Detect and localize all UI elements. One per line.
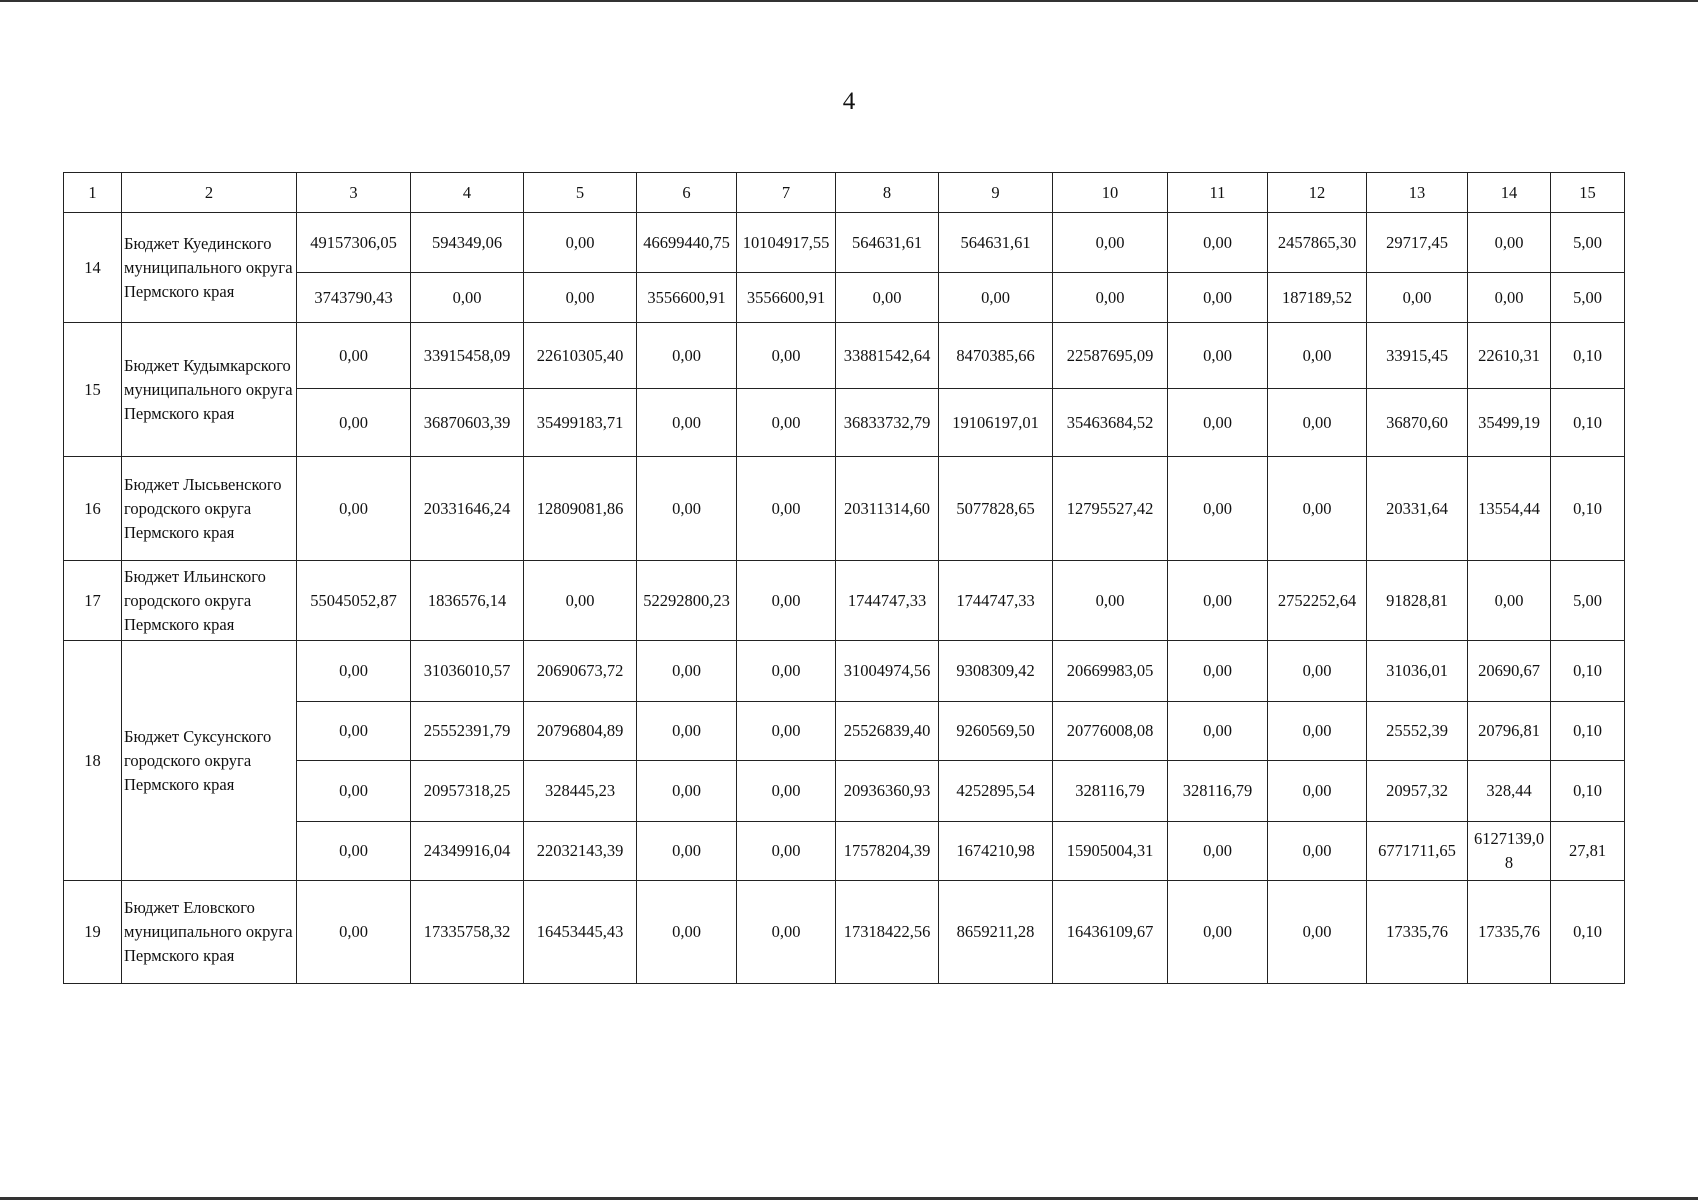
- table-cell-col-5: 0,00: [524, 561, 637, 641]
- table-cell-col-7: 3556600,91: [737, 273, 836, 323]
- table-cell-col-12: 0,00: [1268, 457, 1367, 561]
- table-cell-col-10: 20776008,08: [1053, 702, 1168, 761]
- table-cell-col-11: 0,00: [1168, 641, 1268, 702]
- table-cell-col-14: 328,44: [1468, 761, 1551, 822]
- table-cell-col-10: 0,00: [1053, 561, 1168, 641]
- table-row: [64, 702, 1625, 761]
- table-cell-col-12: 0,00: [1268, 822, 1367, 881]
- table-cell-col-4: 17335758,32: [411, 881, 524, 984]
- table-cell-col-11: 0,00: [1168, 213, 1268, 273]
- table-cell-col-13: 25552,39: [1367, 702, 1468, 761]
- table-cell-col-5: 0,00: [524, 273, 637, 323]
- table-cell-col-13: 31036,01: [1367, 641, 1468, 702]
- table-cell-col-12: 0,00: [1268, 761, 1367, 822]
- table-cell-col-6: 0,00: [637, 761, 737, 822]
- table-cell-col-7: 0,00: [737, 881, 836, 984]
- table-cell-col-13: 91828,81: [1367, 561, 1468, 641]
- table-cell-col-4: 594349,06: [411, 213, 524, 273]
- table-cell-col-8: 1744747,33: [836, 561, 939, 641]
- table-cell-col-5: 16453445,43: [524, 881, 637, 984]
- table-cell-col-12: 0,00: [1268, 881, 1367, 984]
- table-cell-col-14: 6127139,08: [1468, 822, 1551, 881]
- column-header-1: 1: [64, 173, 122, 213]
- table-cell-col-7: 0,00: [737, 702, 836, 761]
- table-cell-col-5: 20690673,72: [524, 641, 637, 702]
- table-cell-col-9: 4252895,54: [939, 761, 1053, 822]
- page-number: 4: [842, 88, 856, 115]
- table-cell-col-9: 8470385,66: [939, 323, 1053, 389]
- table-cell-col-4: 36870603,39: [411, 389, 524, 457]
- table-cell-col-6: 0,00: [637, 389, 737, 457]
- table-cell-col-5: 22610305,40: [524, 323, 637, 389]
- table-cell-col-7: 0,00: [737, 761, 836, 822]
- table-cell-col-3: 0,00: [297, 702, 411, 761]
- column-header-5: 5: [524, 173, 637, 213]
- table-cell-col-6: 0,00: [637, 641, 737, 702]
- table-cell-col-9: 1674210,98: [939, 822, 1053, 881]
- table-cell-col-7: 0,00: [737, 457, 836, 561]
- row-number: 14: [64, 213, 122, 323]
- row-number: 19: [64, 881, 122, 984]
- table-cell-col-3: 0,00: [297, 881, 411, 984]
- table-cell-col-11: 0,00: [1168, 389, 1268, 457]
- table-cell-col-6: 0,00: [637, 881, 737, 984]
- table-cell-col-3: 0,00: [297, 323, 411, 389]
- table-cell-col-15: 0,10: [1551, 881, 1625, 984]
- table-cell-col-4: 31036010,57: [411, 641, 524, 702]
- table-cell-col-4: 24349916,04: [411, 822, 524, 881]
- column-header-11: 11: [1168, 173, 1268, 213]
- table-row: [64, 389, 1625, 457]
- table-cell-col-11: 328116,79: [1168, 761, 1268, 822]
- column-header-15: 15: [1551, 173, 1625, 213]
- table-cell-col-6: 46699440,75: [637, 213, 737, 273]
- column-header-13: 13: [1367, 173, 1468, 213]
- table-cell-col-15: 0,10: [1551, 323, 1625, 389]
- table-row: [64, 641, 1625, 702]
- table-cell-col-3: 49157306,05: [297, 213, 411, 273]
- table-body: [64, 173, 1625, 984]
- table-cell-col-9: 0,00: [939, 273, 1053, 323]
- table-cell-col-8: 20936360,93: [836, 761, 939, 822]
- column-header-12: 12: [1268, 173, 1367, 213]
- table-cell-col-3: 0,00: [297, 761, 411, 822]
- table-cell-col-4: 33915458,09: [411, 323, 524, 389]
- table-cell-col-6: 0,00: [637, 702, 737, 761]
- table-cell-col-8: 25526839,40: [836, 702, 939, 761]
- table-cell-col-9: 9260569,50: [939, 702, 1053, 761]
- table-row: [64, 273, 1625, 323]
- table-cell-col-6: 0,00: [637, 822, 737, 881]
- table-cell-col-4: 1836576,14: [411, 561, 524, 641]
- table-cell-col-12: 2752252,64: [1268, 561, 1367, 641]
- table-cell-col-9: 9308309,42: [939, 641, 1053, 702]
- table-cell-col-3: 0,00: [297, 822, 411, 881]
- table-cell-col-6: 52292800,23: [637, 561, 737, 641]
- table-cell-col-13: 17335,76: [1367, 881, 1468, 984]
- table-cell-col-5: 22032143,39: [524, 822, 637, 881]
- budget-name: Бюджет Суксунского городского округа Пермского края: [122, 641, 297, 881]
- table-cell-col-8: 0,00: [836, 273, 939, 323]
- column-header-2: 2: [122, 173, 297, 213]
- table-cell-col-12: 0,00: [1268, 323, 1367, 389]
- table-cell-col-5: 0,00: [524, 213, 637, 273]
- table-cell-col-8: 31004974,56: [836, 641, 939, 702]
- table-row: [64, 822, 1625, 881]
- table-cell-col-13: 33915,45: [1367, 323, 1468, 389]
- table-cell-col-10: 35463684,52: [1053, 389, 1168, 457]
- table-cell-col-7: 0,00: [737, 389, 836, 457]
- table-cell-col-15: 0,10: [1551, 457, 1625, 561]
- table-cell-col-3: 0,00: [297, 457, 411, 561]
- table-cell-col-10: 15905004,31: [1053, 822, 1168, 881]
- budget-name: Бюджет Ильинского городского округа Пермского края: [122, 561, 297, 641]
- table-cell-col-8: 564631,61: [836, 213, 939, 273]
- table-cell-col-4: 25552391,79: [411, 702, 524, 761]
- table-cell-col-5: 328445,23: [524, 761, 637, 822]
- row-number: 18: [64, 641, 122, 881]
- table-cell-col-3: 0,00: [297, 389, 411, 457]
- table-cell-col-5: 12809081,86: [524, 457, 637, 561]
- table-cell-col-9: 564631,61: [939, 213, 1053, 273]
- table-cell-col-10: 22587695,09: [1053, 323, 1168, 389]
- table-row: [64, 881, 1625, 984]
- table-cell-col-4: 0,00: [411, 273, 524, 323]
- table-cell-col-4: 20957318,25: [411, 761, 524, 822]
- table-cell-col-10: 16436109,67: [1053, 881, 1168, 984]
- row-number: 15: [64, 323, 122, 457]
- table-cell-col-9: 19106197,01: [939, 389, 1053, 457]
- table-row: [64, 761, 1625, 822]
- table-cell-col-8: 36833732,79: [836, 389, 939, 457]
- table-cell-col-8: 17578204,39: [836, 822, 939, 881]
- table-cell-col-12: 0,00: [1268, 641, 1367, 702]
- table-cell-col-11: 0,00: [1168, 323, 1268, 389]
- table-cell-col-9: 8659211,28: [939, 881, 1053, 984]
- table-cell-col-15: 5,00: [1551, 213, 1625, 273]
- table-cell-col-10: 12795527,42: [1053, 457, 1168, 561]
- scan-top-edge: [0, 0, 1698, 2]
- table-cell-col-14: 0,00: [1468, 273, 1551, 323]
- table-cell-col-6: 3556600,91: [637, 273, 737, 323]
- table-cell-col-12: 0,00: [1268, 389, 1367, 457]
- column-header-3: 3: [297, 173, 411, 213]
- column-header-9: 9: [939, 173, 1053, 213]
- table-cell-col-13: 6771711,65: [1367, 822, 1468, 881]
- table-cell-col-12: 0,00: [1268, 702, 1367, 761]
- column-header-7: 7: [737, 173, 836, 213]
- row-number: 17: [64, 561, 122, 641]
- table-cell-col-13: 0,00: [1367, 273, 1468, 323]
- table-cell-col-15: 5,00: [1551, 273, 1625, 323]
- table-cell-col-3: 55045052,87: [297, 561, 411, 641]
- table-cell-col-14: 13554,44: [1468, 457, 1551, 561]
- table-row: [64, 323, 1625, 389]
- table-cell-col-15: 27,81: [1551, 822, 1625, 881]
- table-cell-col-11: 0,00: [1168, 273, 1268, 323]
- table-cell-col-14: 35499,19: [1468, 389, 1551, 457]
- table-cell-col-15: 0,10: [1551, 641, 1625, 702]
- table-cell-col-8: 17318422,56: [836, 881, 939, 984]
- table-cell-col-14: 20690,67: [1468, 641, 1551, 702]
- table-cell-col-6: 0,00: [637, 457, 737, 561]
- table-cell-col-9: 1744747,33: [939, 561, 1053, 641]
- table-cell-col-11: 0,00: [1168, 561, 1268, 641]
- table-cell-col-15: 0,10: [1551, 702, 1625, 761]
- table-row: [64, 561, 1625, 641]
- table-cell-col-11: 0,00: [1168, 702, 1268, 761]
- budget-name: Бюджет Кудымкарского муниципального округа Пермского края: [122, 323, 297, 457]
- table-cell-col-7: 0,00: [737, 561, 836, 641]
- table-cell-col-13: 36870,60: [1367, 389, 1468, 457]
- table-cell-col-3: 0,00: [297, 641, 411, 702]
- table-cell-col-12: 187189,52: [1268, 273, 1367, 323]
- table-cell-col-11: 0,00: [1168, 822, 1268, 881]
- table-cell-col-13: 20957,32: [1367, 761, 1468, 822]
- header-row: [64, 173, 1625, 213]
- budget-name: Бюджет Куединского муниципального округа Пермского края: [122, 213, 297, 323]
- table-cell-col-6: 0,00: [637, 323, 737, 389]
- table-cell-col-5: 20796804,89: [524, 702, 637, 761]
- table-cell-col-14: 17335,76: [1468, 881, 1551, 984]
- table-cell-col-7: 0,00: [737, 641, 836, 702]
- table-cell-col-13: 29717,45: [1367, 213, 1468, 273]
- column-header-14: 14: [1468, 173, 1551, 213]
- row-number: 16: [64, 457, 122, 561]
- table-cell-col-14: 0,00: [1468, 561, 1551, 641]
- budget-table: [63, 172, 1625, 984]
- table-cell-col-15: 5,00: [1551, 561, 1625, 641]
- table-cell-col-7: 0,00: [737, 822, 836, 881]
- column-header-10: 10: [1053, 173, 1168, 213]
- table-cell-col-11: 0,00: [1168, 881, 1268, 984]
- table-cell-col-7: 10104917,55: [737, 213, 836, 273]
- column-header-4: 4: [411, 173, 524, 213]
- table-cell-col-15: 0,10: [1551, 389, 1625, 457]
- table-cell-col-3: 3743790,43: [297, 273, 411, 323]
- table-cell-col-7: 0,00: [737, 323, 836, 389]
- table-cell-col-15: 0,10: [1551, 761, 1625, 822]
- table-cell-col-8: 33881542,64: [836, 323, 939, 389]
- table-cell-col-11: 0,00: [1168, 457, 1268, 561]
- table-cell-col-10: 0,00: [1053, 273, 1168, 323]
- table-cell-col-5: 35499183,71: [524, 389, 637, 457]
- table-cell-col-14: 20796,81: [1468, 702, 1551, 761]
- table-cell-col-14: 0,00: [1468, 213, 1551, 273]
- table-cell-col-4: 20331646,24: [411, 457, 524, 561]
- table-cell-col-10: 0,00: [1053, 213, 1168, 273]
- table-cell-col-10: 328116,79: [1053, 761, 1168, 822]
- budget-name: Бюджет Лысьвенского городского округа Пермского края: [122, 457, 297, 561]
- table-cell-col-14: 22610,31: [1468, 323, 1551, 389]
- column-header-8: 8: [836, 173, 939, 213]
- table-row: [64, 213, 1625, 273]
- table-cell-col-8: 20311314,60: [836, 457, 939, 561]
- column-header-6: 6: [637, 173, 737, 213]
- table-row: [64, 457, 1625, 561]
- table-cell-col-12: 2457865,30: [1268, 213, 1367, 273]
- table-cell-col-13: 20331,64: [1367, 457, 1468, 561]
- table-cell-col-9: 5077828,65: [939, 457, 1053, 561]
- table-cell-col-10: 20669983,05: [1053, 641, 1168, 702]
- budget-name: Бюджет Еловского муниципального округа Пермского края: [122, 881, 297, 984]
